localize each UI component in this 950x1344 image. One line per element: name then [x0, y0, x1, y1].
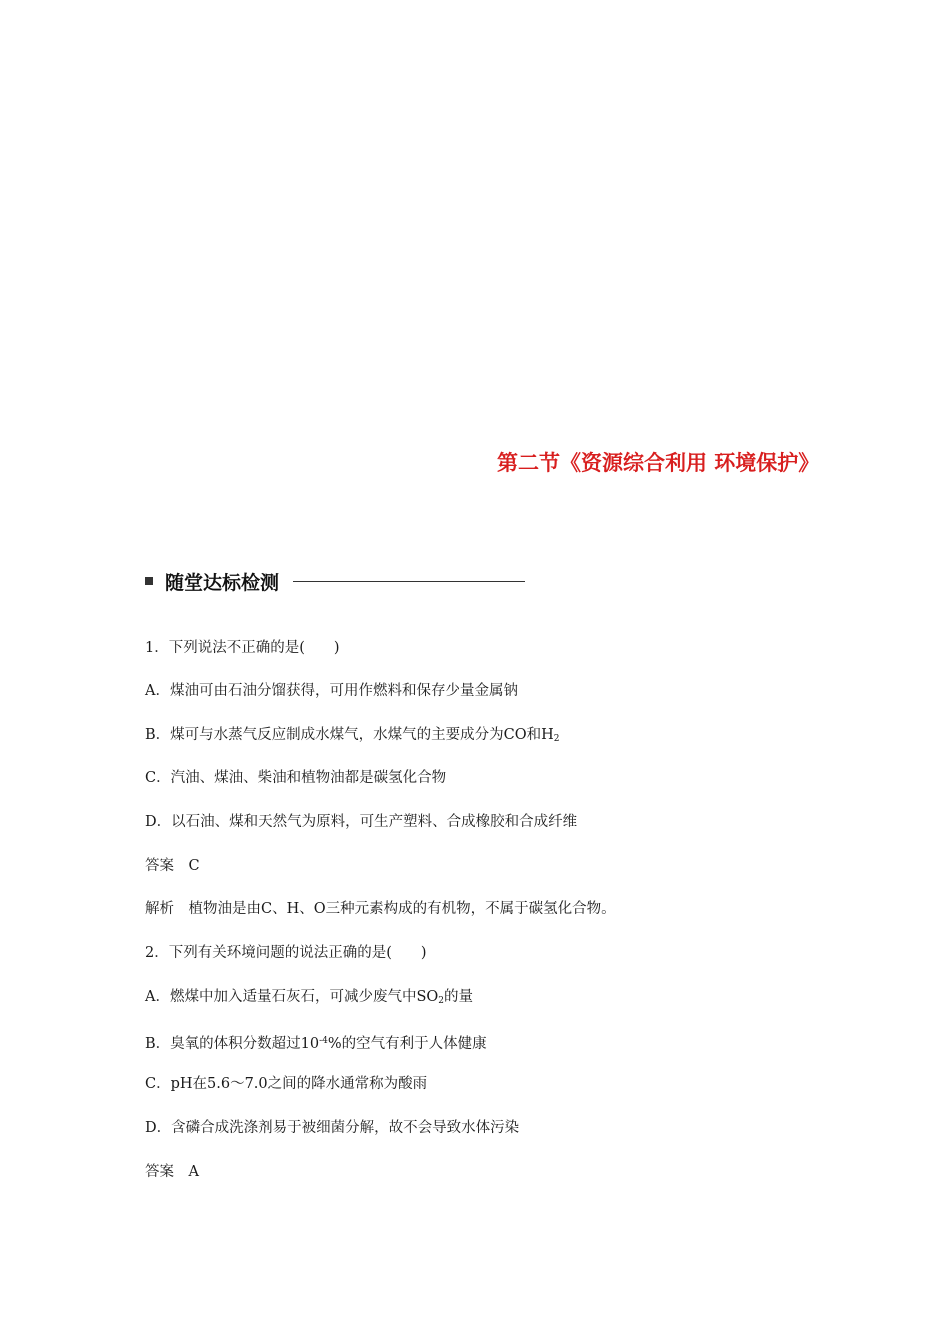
- question-2-stem: 2．下列有关环境问题的说法正确的是( ): [145, 945, 427, 961]
- question-2-answer: 答案 A: [145, 1164, 199, 1180]
- question-1-option-a: A．煤油可由石油分馏获得，可用作燃料和保存少量金属钠: [145, 683, 518, 699]
- question-2-option-b-suffix: %的空气有利于人体健康: [327, 1036, 487, 1052]
- question-2-option-a-suffix: 的量: [444, 989, 474, 1005]
- question-2-option-a-subscript: 2: [438, 996, 445, 1006]
- question-2-option-d: D．含磷合成洗涤剂易于被细菌分解，故不会导致水体污染: [145, 1120, 520, 1136]
- question-2-option-a-text: A．燃煤中加入适量石灰石，可减少废气中SO: [145, 989, 439, 1005]
- question-1-answer: 答案 C: [145, 858, 200, 874]
- question-2-option-b: [145, 1031, 487, 1054]
- question-1-analysis: 解析 植物油是由C、H、O三种元素构成的有机物，不属于碳氢化合物。: [145, 901, 616, 917]
- section-divider: [293, 581, 525, 582]
- section-header: [145, 568, 525, 594]
- question-1-option-b-text: B．煤可与水蒸气反应制成水煤气，水煤气的主要成分为CO和H: [145, 727, 554, 743]
- question-2-option-b-text: B．臭氧的体积分数超过10: [145, 1036, 320, 1052]
- question-2-option-a: [145, 987, 473, 1011]
- question-1-option-d: D．以石油、煤和天然气为原料，可生产塑料、合成橡胶和合成纤维: [145, 814, 578, 830]
- question-1-option-b-subscript: 2: [553, 734, 560, 744]
- question-1-stem: 1．下列说法不正确的是( ): [145, 640, 340, 656]
- square-bullet-icon: [145, 577, 153, 585]
- question-2-option-c: C．pH在5.6～7.0之间的降水通常称为酸雨: [145, 1076, 428, 1092]
- section-title: 随堂达标检测: [165, 571, 280, 594]
- question-2-option-b-superscript: -4: [319, 1036, 328, 1046]
- question-1-option-b: [145, 725, 560, 749]
- page-title: 第二节《资源综合利用 环境保护》: [497, 451, 820, 475]
- question-1-option-c: C．汽油、煤油、柴油和植物油都是碳氢化合物: [145, 770, 447, 786]
